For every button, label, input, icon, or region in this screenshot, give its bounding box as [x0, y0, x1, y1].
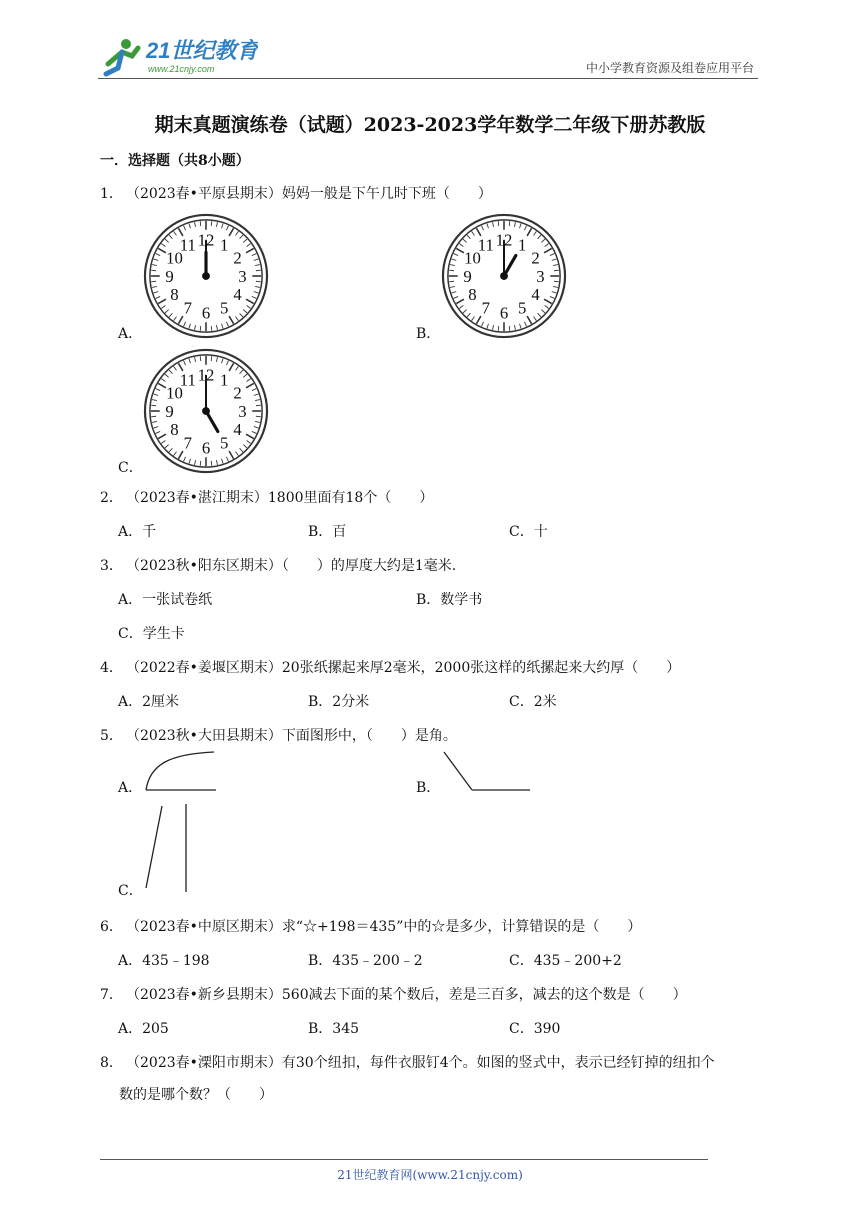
- clock-tick: [256, 416, 261, 417]
- clock-tick: [151, 270, 156, 271]
- clock-numeral: 4: [531, 285, 540, 305]
- question-4: 4． （2022春•姜堰区期末）20张纸摞起来厚2毫米，2000张这样的纸摞起来大约厚（ ）: [100, 660, 681, 676]
- q2-option-c: C．十: [509, 524, 548, 540]
- q6-option-a: A．435﹣198: [118, 953, 210, 969]
- logo-url: www.21cnjy.com: [148, 64, 215, 74]
- clock-center-pin: [202, 407, 210, 415]
- clock-numeral: 7: [481, 298, 490, 318]
- clock-numeral: 3: [238, 266, 247, 286]
- figure-angle-shape: [438, 748, 538, 796]
- clock-tick: [256, 281, 261, 282]
- question-5: 5． （2023秋•大田县期末）下面图形中，（ ）是角。: [100, 728, 457, 744]
- clock-numeral: 5: [518, 298, 527, 318]
- figure-two-lines-shape: [138, 802, 198, 896]
- clock-numeral: 1: [518, 235, 527, 255]
- clock-numeral: 8: [468, 285, 477, 305]
- q6-option-b: B．435﹣200﹣2: [308, 953, 423, 969]
- q3-option-b: B．数学书: [416, 592, 483, 608]
- clock-tick: [509, 326, 510, 331]
- question-7: 7． （2023春•新乡县期末）560减去下面的某个数后，差是三百多，减去的这个数是（ ）: [100, 987, 687, 1003]
- clock-tick: [256, 270, 261, 271]
- question-2: 2． （2023春•湛江期末）1800里面有18个（ ）: [100, 490, 434, 506]
- q3-option-a: A．一张试卷纸: [118, 592, 213, 608]
- clock-numeral: 4: [233, 285, 242, 305]
- clock-a: [143, 213, 269, 339]
- clock-numeral: 6: [201, 303, 211, 323]
- clock-tick: [211, 461, 212, 466]
- clock-numeral: 6: [201, 438, 211, 458]
- clock-numeral: 8: [170, 285, 179, 305]
- question-6: 6． （2023春•中原区期末）求“☆+198＝435”中的☆是多少，计算错误的是（ ）: [100, 919, 642, 935]
- clock-tick: [200, 326, 201, 331]
- clock-numeral: 11: [179, 370, 196, 390]
- q1-option-c: C．: [118, 460, 143, 476]
- logo-text: 21世纪教育: [146, 38, 258, 63]
- runner-logo-icon: [106, 39, 138, 74]
- clock-numeral: 9: [463, 266, 472, 286]
- clock-center-pin: [500, 272, 508, 280]
- clock-numeral: 5: [220, 433, 229, 453]
- q1-option-a: A．: [118, 326, 143, 342]
- question-3: 3． （2023秋•阳东区期末）（ ）的厚度大约是1毫米.: [100, 558, 457, 574]
- site-logo: [98, 34, 258, 80]
- clock-tick: [256, 405, 261, 406]
- clock-numeral: 10: [464, 248, 481, 268]
- clock-tick: [200, 461, 201, 466]
- clock-tick: [200, 221, 201, 226]
- clock-numeral: 8: [170, 420, 179, 440]
- clock-numeral: 11: [179, 235, 196, 255]
- footer-link[interactable]: 21世纪教育网(www.21cnjy.com): [337, 1168, 523, 1182]
- clock-numeral: 10: [166, 248, 183, 268]
- question-1: 1． （2023春•平原县期末）妈妈一般是下午几时下班（ ）: [100, 186, 492, 202]
- clock-tick: [211, 221, 212, 226]
- platform-name: 中小学教育资源及组卷应用平台: [585, 61, 754, 75]
- clock-numeral: 12: [197, 230, 215, 250]
- question-8-continued: 数的是哪个数？（ ）: [119, 1087, 273, 1103]
- clock-center-pin: [202, 272, 210, 280]
- clock-numeral: 4: [233, 420, 242, 440]
- q1-option-b: B．: [416, 326, 441, 342]
- clock-numeral: 11: [477, 235, 494, 255]
- clock-tick: [449, 270, 454, 271]
- page-title: 期末真题演练卷（试题）2023-2023学年数学二年级下册苏教版: [154, 114, 706, 136]
- clock-numeral: 10: [166, 383, 183, 403]
- clock-tick: [211, 356, 212, 361]
- clock-numeral: 1: [220, 235, 229, 255]
- clock-numeral: 2: [233, 248, 242, 268]
- clock-tick: [211, 326, 212, 331]
- clock-numeral: 2: [531, 248, 540, 268]
- clock-numeral: 2: [233, 383, 242, 403]
- figure-arc-shape: [140, 748, 220, 796]
- clock-b: [441, 213, 567, 339]
- q2-option-a: A．千: [118, 524, 157, 540]
- question-8: 8． （2023春•溧阳市期末）有30个纽扣，每件衣服钉4个。如图的竖式中，表示已经钉掉的纽扣个: [100, 1055, 715, 1071]
- clock-numeral: 1: [220, 370, 229, 390]
- clock-numeral: 12: [197, 365, 215, 385]
- clock-numeral: 12: [495, 230, 513, 250]
- clock-numeral: 3: [238, 401, 247, 421]
- q7-option-b: B．345: [308, 1021, 360, 1037]
- q6-option-c: C．435﹣200+2: [509, 953, 622, 969]
- q5-option-b: B．: [416, 780, 441, 796]
- clock-numeral: 7: [183, 298, 192, 318]
- clock-tick: [151, 405, 156, 406]
- q3-option-c: C．学生卡: [118, 626, 185, 642]
- q4-option-c: C．2米: [509, 694, 557, 710]
- clock-tick: [554, 281, 559, 282]
- clock-c: [143, 348, 269, 474]
- clock-tick: [200, 356, 201, 361]
- q4-option-a: A．2厘米: [118, 694, 180, 710]
- header-rule: [98, 78, 758, 79]
- clock-numeral: 9: [165, 401, 174, 421]
- clock-tick: [498, 326, 499, 331]
- q2-option-b: B．百: [308, 524, 347, 540]
- clock-tick: [151, 281, 156, 282]
- clock-tick: [509, 221, 510, 226]
- clock-tick: [498, 221, 499, 226]
- q4-option-b: B．2分米: [308, 694, 370, 710]
- clock-tick: [449, 281, 454, 282]
- q5-option-c: C．: [118, 883, 143, 899]
- q5-option-a: A．: [118, 780, 143, 796]
- clock-tick: [151, 416, 156, 417]
- footer-rule: [100, 1159, 708, 1160]
- q7-option-a: A．205: [118, 1021, 169, 1037]
- clock-numeral: 3: [536, 266, 545, 286]
- section-heading: 一．选择题（共8小题）: [100, 153, 250, 169]
- clock-numeral: 7: [183, 433, 192, 453]
- clock-numeral: 6: [499, 303, 509, 323]
- q7-option-c: C．390: [509, 1021, 561, 1037]
- clock-tick: [554, 270, 559, 271]
- clock-numeral: 5: [220, 298, 229, 318]
- clock-numeral: 9: [165, 266, 174, 286]
